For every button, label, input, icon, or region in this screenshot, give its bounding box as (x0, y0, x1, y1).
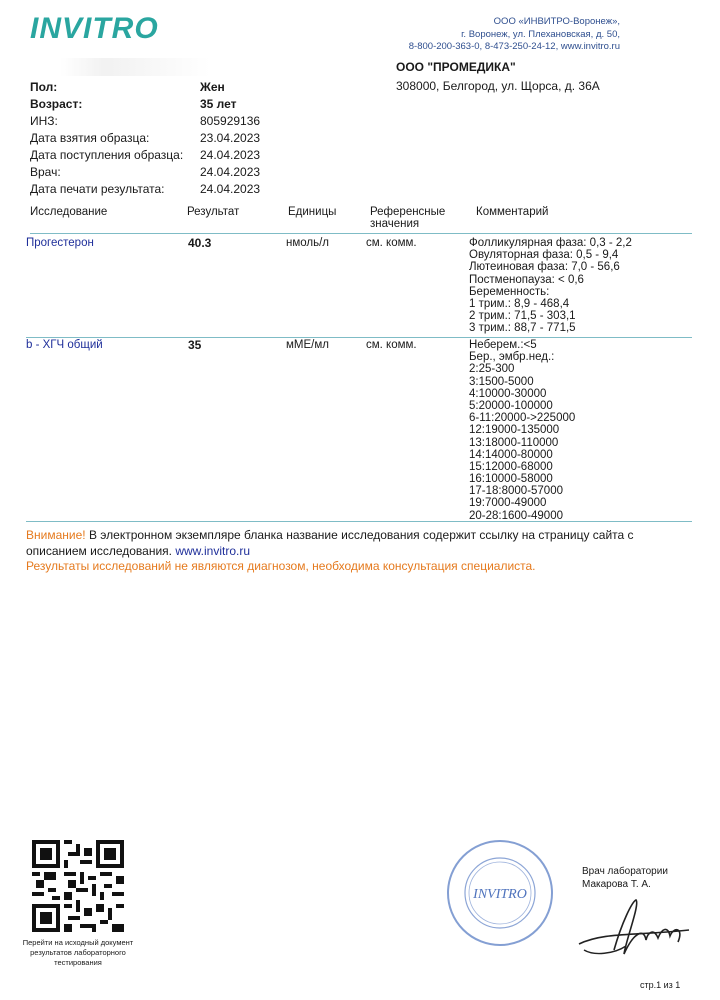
site-link[interactable]: www.invitro.ru (175, 543, 251, 558)
comment-line: Беременность: (469, 285, 550, 298)
header-ref-line1: Референсные (370, 206, 446, 218)
test-link-progesterone[interactable]: Прогестерон (26, 237, 94, 249)
comment-line: Овуляторная фаза: 0,5 - 9,4 (469, 249, 619, 262)
comment-line: 2:25-300 (469, 363, 515, 376)
result-value: 35 (188, 338, 202, 352)
lab-address: 308000, Белгород, ул. Щорса, д. 36А (396, 79, 600, 93)
table-row-progesterone (26, 234, 692, 338)
comment-line: 12:19000-135000 (469, 424, 560, 437)
print-date-value: 24.04.2023 (200, 181, 261, 196)
sample-received-row (30, 146, 260, 163)
header-ref-line2: значения (370, 218, 420, 230)
attention-note (26, 528, 696, 559)
comment-line: Лютеиновая фаза: 7,0 - 56,6 (469, 261, 620, 274)
lab-name: ООО "ПРОМЕДИКА" (396, 60, 516, 74)
comment-line: 6-11:20000->225000 (469, 412, 576, 425)
lab-info (396, 60, 600, 93)
comment-line: 5:20000-100000 (469, 399, 553, 412)
sample-received-value: 24.04.2023 (200, 147, 261, 162)
doctor-row (30, 163, 260, 180)
results-table-header (30, 206, 692, 234)
comment-line: 19:7000-49000 (469, 497, 547, 510)
sample-taken-row (30, 129, 260, 146)
qr-caption: Перейти на исходный документ результатов лабораторного тестирования (22, 938, 134, 967)
company-line-3: 8-800-200-363-0, 8-473-250-24-12, www.invitro.ru (408, 41, 620, 52)
header-units: Единицы (288, 206, 337, 218)
signature (574, 892, 694, 964)
comment-line: 15:12000-68000 (469, 460, 553, 473)
comment-line: 3 трим.: 88,7 - 771,5 (469, 322, 576, 335)
age-label: Возраст: (30, 96, 83, 111)
inz-value: 805929136 (200, 113, 261, 128)
attention-word: Внимание! (26, 528, 86, 542)
disclaimer: Результаты исследований не являются диагнозом, необходима консультация специалиста. (26, 559, 536, 573)
units-value: нмоль/л (286, 237, 330, 249)
print-date-row (30, 180, 260, 197)
comment-line: 1 трим.: 8,9 - 468,4 (469, 297, 570, 310)
comment-line: 20-28:1600-49000 (469, 509, 563, 522)
test-link-hcg[interactable]: b - ХГЧ общий (26, 339, 103, 351)
company-info (409, 16, 620, 54)
company-line-2: г. Воронеж, ул. Плехановская, д. 50, (461, 28, 620, 40)
comment-line: Фолликулярная фаза: 0,3 - 2,2 (469, 237, 632, 249)
sample-received-label: Дата поступления образца: (30, 147, 184, 162)
header-comment: Комментарий (476, 206, 549, 218)
doctor-label: Врач: (30, 164, 61, 179)
doctor-value: 24.04.2023 (200, 164, 261, 179)
comment-line: Бер., эмбр.нед.: (469, 351, 555, 364)
comment-line: 2 трим.: 71,5 - 303,1 (469, 310, 576, 323)
ref-value: см. комм. (366, 237, 417, 249)
company-line-1: ООО «ИНВИТРО-Воронеж», (493, 16, 620, 27)
sex-label: Пол: (30, 79, 58, 94)
sample-taken-label: Дата взятия образца: (30, 130, 150, 145)
sex-value: Жен (200, 79, 225, 94)
qr-code[interactable] (32, 840, 124, 932)
header-test: Исследование (30, 206, 108, 218)
header-ref (370, 206, 445, 230)
inz-row (30, 112, 260, 129)
comment-line: 14:14000-80000 (469, 448, 553, 461)
print-date-label: Дата печати результата: (30, 181, 165, 196)
ref-value: см. комм. (366, 339, 417, 351)
attention-text: В электронном экземпляре бланка название исследования содержит ссылку на страницу сайта с описанием исследования. (26, 528, 634, 558)
sample-taken-value: 23.04.2023 (200, 130, 261, 145)
patient-info (30, 78, 260, 197)
doctor-title: Врач лаборатории (582, 866, 668, 877)
comment-line: Постменопауза: < 0,6 (469, 273, 584, 286)
lab-stamp (445, 838, 555, 948)
redacted-name (60, 58, 210, 76)
comment-line: Неберем.:<5 (469, 339, 537, 351)
age-value: 35 лет (200, 96, 237, 111)
doctor-name: Макарова Т. А. (582, 878, 651, 890)
comment-block (469, 339, 575, 522)
stamp-text: INVITRO (473, 887, 527, 902)
age-row (30, 95, 260, 112)
units-value: мМЕ/мл (286, 339, 329, 351)
comment-line: 17-18:8000-57000 (469, 485, 563, 498)
comment-line: 16:10000-58000 (469, 473, 553, 486)
doctor-signature-block (582, 866, 668, 891)
notes (26, 528, 696, 575)
sex-row (30, 78, 260, 95)
comment-block (469, 237, 632, 335)
comment-line: 4:10000-30000 (469, 387, 547, 400)
comment-line: 13:18000-110000 (469, 436, 559, 449)
result-value: 40.3 (188, 236, 212, 250)
table-row-hcg (26, 336, 692, 522)
header-result: Результат (187, 206, 240, 218)
page-number: стр.1 из 1 (640, 980, 681, 990)
comment-line: 3:1500-5000 (469, 375, 534, 388)
invitro-logo: INVITRO (30, 12, 159, 45)
inz-label: ИНЗ: (30, 113, 58, 128)
